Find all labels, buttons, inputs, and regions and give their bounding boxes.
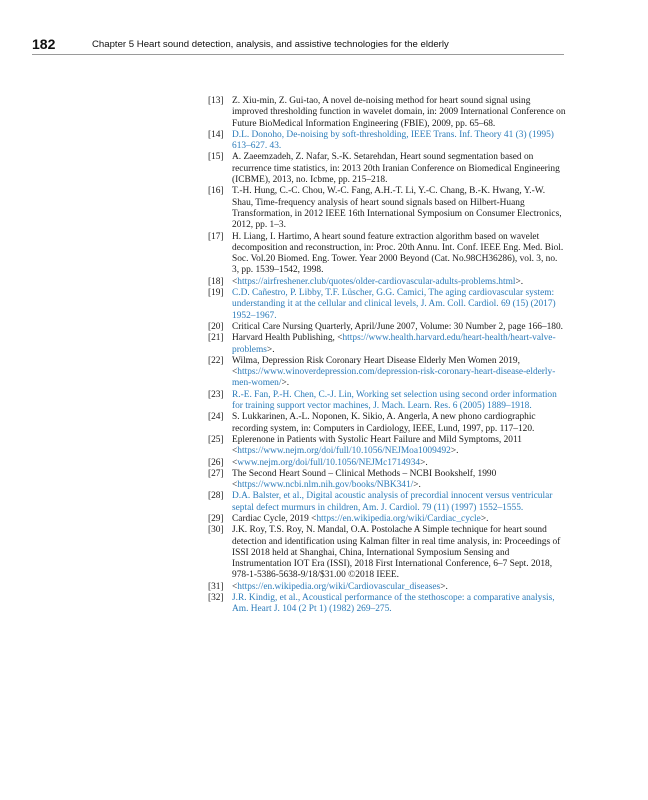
reference-number: [20] [208,321,224,332]
page-header [32,36,564,52]
reference-number: [29] [208,513,224,524]
reference-number: [32] [208,593,224,604]
reference-19 [208,288,566,322]
reference-link[interactable]: www.nejm.org/doi/full/10.1056/NEJMc1714934 [237,457,421,468]
reference-number: [27] [208,468,224,479]
reference-number: [25] [208,434,224,445]
reference-number: [23] [208,389,224,400]
reference-list [208,96,566,616]
reference-text: J.K. Roy, T.S. Roy, N. Mandal, O.A. Postolache A Simple technique for heart sound detection and identification using Kalman filter in real time analysis, in: Proceedings of ISSI 2018 held at Shanghai, China, International Symposium Sensing and Instrumentation IOT Era (ISSI), 2018 First International Conference, 6–7 Sept. 2018, 978-1-5386-5638-9/18/$31.00 ©2018 IEEE. [232,525,561,581]
reference-25 [208,435,566,458]
reference-number: [17] [208,231,224,242]
reference-18 [208,277,566,288]
reference-32 [208,593,566,616]
running-head: Chapter 5 Heart sound detection, analysis, and assistive technologies for the elderly [92,39,449,50]
reference-24 [208,412,566,435]
reference-number: [18] [208,276,224,287]
reference-15 [208,152,566,186]
reference-text: Wilma, Depression Risk Coronary Heart Disease Elderly Men Women 2019, < [232,355,520,378]
reference-number: [24] [208,412,224,423]
reference-text: Harvard Health Publishing, < [232,333,343,344]
reference-text: < [232,276,238,287]
reference-number: [15] [208,152,224,163]
reference-text-end: >. [515,276,524,287]
reference-link[interactable]: https://www.nejm.org/doi/full/10.1056/NEJMoa1009492 [237,446,451,457]
reference-text: The Second Heart Sound – Clinical Methods – NCBI Bookshelf, 1990 < [232,468,497,491]
header-rule [32,54,564,55]
reference-number: [31] [208,581,224,592]
reference-text: Cardiac Cycle, 2019 < [232,513,317,524]
reference-30 [208,525,566,581]
reference-link[interactable]: J.R. Kindig, et al., Acoustical performance of the stethoscope: a comparative analysis, Am. Heart J. 104 (2 Pt 1) (1982) 269–275. [232,593,555,615]
reference-23 [208,390,566,413]
reference-20 [208,322,566,333]
reference-link[interactable]: https://www.winoverdepression.com/depression-risk-coronary-heart-disease-elderly-men-women/ [232,367,556,389]
reference-number: [22] [208,355,224,366]
reference-22 [208,356,566,390]
reference-link[interactable]: https://www.ncbi.nlm.nih.gov/books/NBK341/ [237,480,414,491]
reference-text-end: >. [413,480,421,491]
reference-number: [14] [208,129,224,140]
reference-31 [208,582,566,593]
reference-text: S. Lukkarinen, A.-L. Noponen, K. Sikio, A. Angerla, A new phono cardiographic recording system, in: Computers in Cardiology, IEEE, Lund, 1997, pp. 117–120. [232,412,536,434]
reference-text: Critical Care Nursing Quarterly, April/June 2007, Volume: 30 Number 2, page 166–180. [232,321,564,332]
reference-link[interactable]: D.A. Balster, et al., Digital acoustic analysis of precordial innocent versus ventricular septal defect murmurs in children, Am. J. Cardiol. 79 (11) (1997) 1552–1555. [232,491,553,513]
reference-28 [208,491,566,514]
reference-link[interactable]: https://en.wikipedia.org/wiki/Cardiac_cycle [316,513,481,524]
reference-text-end: >. [450,446,459,457]
reference-text: < [232,581,238,592]
reference-29 [208,514,566,525]
reference-link[interactable]: https://airfreshener.club/quotes/older-cardiovascular-adults-problems.html [237,276,516,287]
reference-link[interactable]: https://www.health.harvard.edu/heart-health/heart-valve-problems [232,333,556,355]
reference-text-end: >. [266,344,275,355]
reference-26 [208,458,566,469]
reference-number: [13] [208,96,224,106]
reference-14 [208,130,566,153]
reference-number: [16] [208,186,224,197]
reference-21 [208,333,566,356]
reference-number: [30] [208,525,224,536]
reference-link[interactable]: C.D. Cañestro, P. Libby, T.F. Lüscher, G.G. Camici, The aging cardiovascular system: understanding it at the cellular and clinical levels, J. Am. Coll. Cardiol. 69 (15) (2017) 1952–1967. [232,288,556,321]
reference-text: Eplerenone in Patients with Systolic Heart Failure and Mild Symptoms, 2011 < [232,434,522,457]
reference-17 [208,232,566,277]
reference-text: < [232,457,238,468]
reference-link[interactable]: D.L. Donoho, De-noising by soft-thresholding, IEEE Trans. Inf. Theory 41 (3) (1995) 613–627. 43. [232,129,554,152]
reference-13 [208,96,566,130]
reference-text: A. Zaeemzadeh, Z. Nafar, S.-K. Setarehdan, Heart sound segmentation based on recurrence time statistics, in: 2013 20th Iranian Conference on Biomedical Engineering (ICBME), 2013, no. Icbme, pp. 215–218. [232,152,560,186]
reference-number: [26] [208,457,224,468]
page-number: 182 [32,36,56,52]
reference-text: H. Liang, I. Hartimo, A heart sound feature extraction algorithm based on wavelet decomposition and reconstruction, in: Proc. 20th Annu. Int. Conf. IEEE Eng. Med. Biol. Soc. Vol.20 Biomed. Eng. Tower. Year 2000 Beyond (Cat. No.98CH36286), vol. 3, no. 3, pp. 1539–1542, 1998. [232,231,564,276]
reference-number: [21] [208,333,224,344]
reference-link[interactable]: https://en.wikipedia.org/wiki/Cardiovascular_diseases [237,581,441,592]
reference-link[interactable]: R.-E. Fan, P.-H. Chen, C.-J. Lin, Working set selection using second order information for training support vector machines, J. Mach. Learn. Res. 6 (2005) 1889–1918. [232,389,557,412]
reference-text: T.-H. Hung, C.-C. Chou, W.-C. Fang, A.H.-T. Li, Y.-C. Chang, B.-K. Hwang, Y.-W. Shau, Time-frequency analysis of heart sound signals based on Hilbert-Huang Transformation, in 2012 IEEE 16th International Symposium on Consumer Electronics, 2012, pp. 1–3. [232,186,562,231]
reference-text-end: >. [480,513,489,524]
reference-number: [19] [208,288,224,299]
reference-27 [208,469,566,492]
reference-number: [28] [208,491,224,502]
reference-text: Z. Xiu-min, Z. Gui-tao, A novel de-noising method for heart sound signal using improved thresholding function in wavelet domain, in: 2009 International Conference on Future BioMedical Information Engineering (FBIE), 2009, pp. 65–68. [232,96,566,129]
reference-text-end: >. [440,581,448,592]
reference-text-end: >. [281,378,290,389]
reference-16 [208,186,566,231]
reference-text-end: >. [420,457,428,468]
